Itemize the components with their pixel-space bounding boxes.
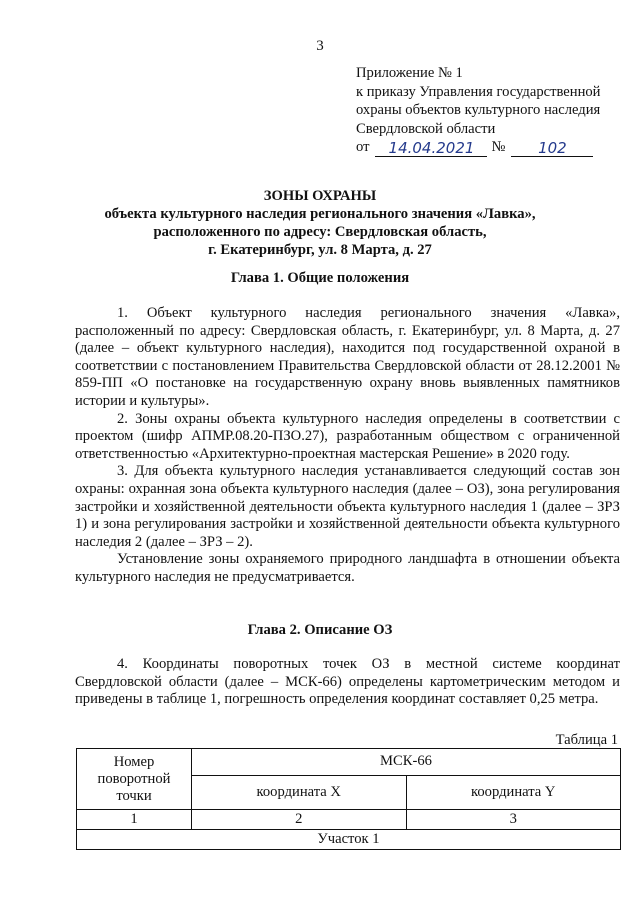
- appendix-line: к приказу Управления государственной: [356, 83, 601, 100]
- page-number: 3: [316, 38, 324, 54]
- coordinates-table: [76, 748, 621, 850]
- header-point-number: Номер поворотной точки: [77, 749, 192, 810]
- chapter-1-body: [75, 305, 620, 587]
- order-date-number: [356, 138, 626, 157]
- paragraph: 1. Объект культурного наследия регионального значения «Лавка», расположенный по адресу: Свердловская область, г. Екатеринбург, ул. 8 Марта, д. 27 (далее – объект культурного наследия), находится под государственной охраной в соответствии с постановлением Правительства Свердловской области от 28.12.2001 № 859-ПП «О постановке на государственную охрану вновь выявленных памятников истории и культуры».: [75, 305, 620, 409]
- appendix-title: Приложение № 1: [356, 65, 463, 81]
- chapter-2-body: [75, 656, 620, 709]
- order-date-handwritten: 14.04.2021: [375, 140, 487, 157]
- header-msk66: МСК-66: [192, 749, 621, 776]
- number-sign: №: [491, 139, 506, 155]
- chapter-1-heading: Глава 1. Общие положения: [230, 270, 410, 286]
- title-line: объекта культурного наследия регионального значения «Лавка»,: [104, 206, 536, 222]
- appendix-block: [356, 64, 626, 157]
- header-coord-y: координата Y: [406, 775, 621, 809]
- order-number-handwritten: 102: [511, 140, 593, 157]
- title-line: г. Екатеринбург, ул. 8 Марта, д. 27: [208, 242, 432, 258]
- appendix-line: охраны объектов культурного наследия: [356, 102, 601, 118]
- date-prefix: от: [356, 139, 370, 155]
- appendix-line: Свердловской области: [356, 120, 496, 137]
- section-row: Участок 1: [77, 830, 621, 850]
- column-number: 1: [77, 810, 192, 830]
- title-line: расположенного по адресу: Свердловская область,: [153, 224, 487, 240]
- document-title: [60, 187, 580, 259]
- paragraph: 3. Для объекта культурного наследия устанавливается следующий состав зон охраны: охранная зона объекта культурного наследия (далее – ОЗ), зона регулирования застройки и хозяйственной деятельности объекта культурного наследия 1 (далее – ЗРЗ 1) и зона регулирования застройки и хозяйственной деятельности объекта культурного наследия 2 (далее – ЗРЗ – 2).: [75, 463, 620, 550]
- column-number: 2: [192, 810, 407, 830]
- paragraph: 4. Координаты поворотных точек ОЗ в местной системе координат Свердловской области (далее – МСК-66) определены картометрическим методом и приведены в таблице 1, погрешность определения координат составляет 0,25 метра.: [75, 656, 620, 708]
- chapter-2-heading: Глава 2. Описание ОЗ: [247, 622, 393, 638]
- column-number: 3: [406, 810, 621, 830]
- paragraph: Установление зоны охраняемого природного ландшафта в отношении объекта культурного наследия не предусматривается.: [75, 551, 620, 585]
- title-heading: ЗОНЫ ОХРАНЫ: [263, 188, 377, 204]
- header-coord-x: координата X: [192, 775, 407, 809]
- table-caption: Таблица 1: [555, 732, 618, 748]
- paragraph: 2. Зоны охраны объекта культурного наследия определены в соответствии с проектом (шифр АПМР.08.20-ПЗО.27), разработанным обществом с ограниченной ответственностью «Архитектурно-проектная мастерская Решение» в 2020 году.: [75, 410, 620, 462]
